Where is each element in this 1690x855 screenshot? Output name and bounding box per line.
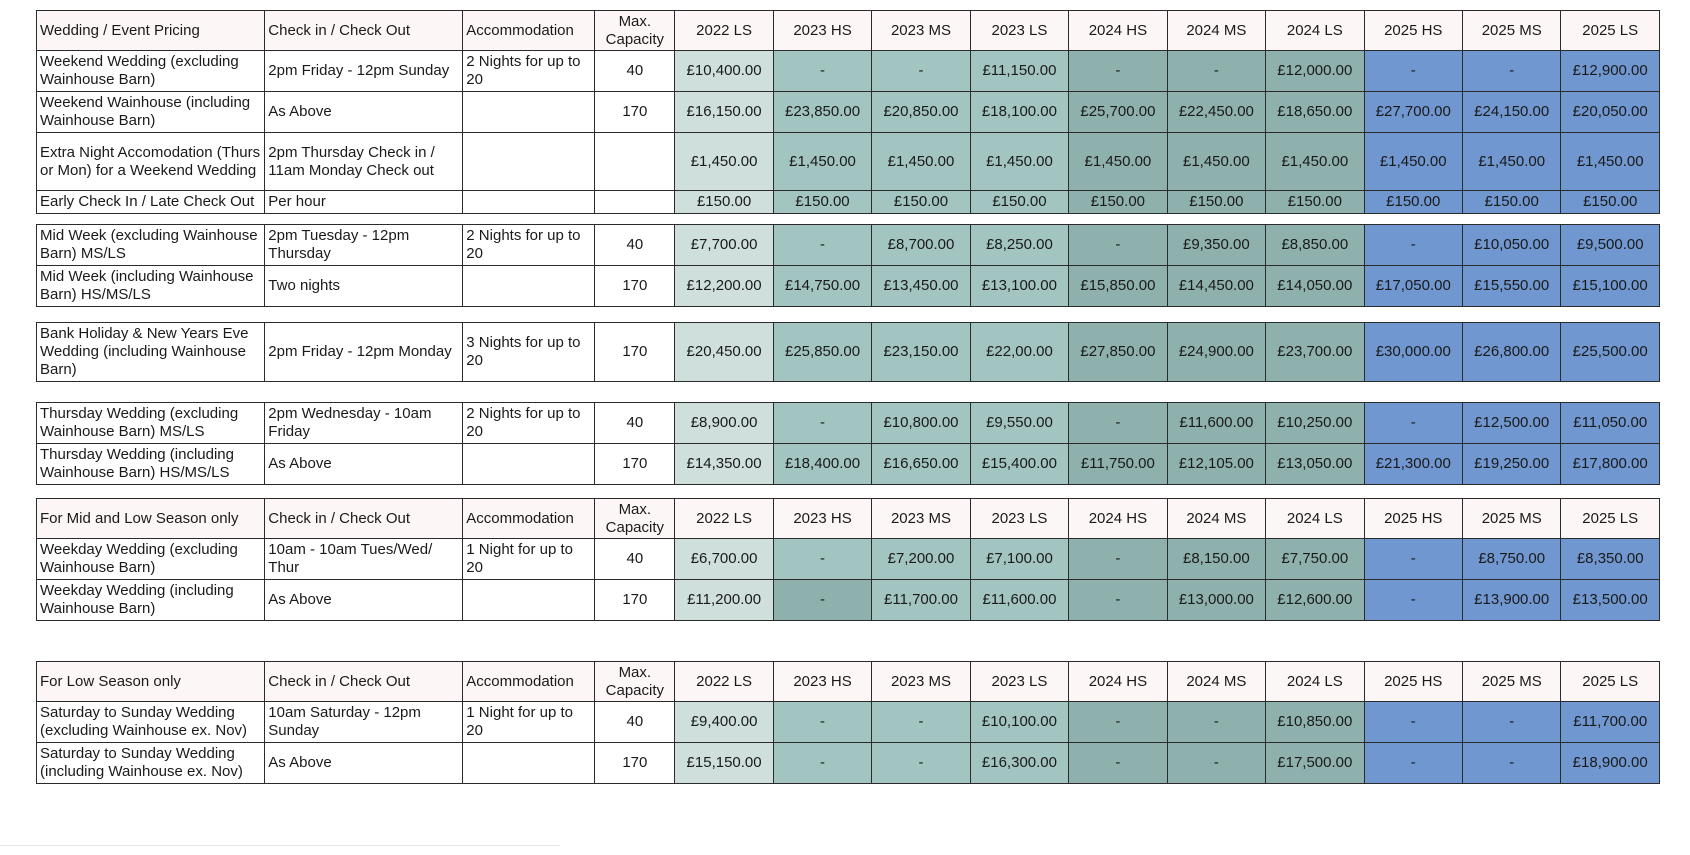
capacity-header: Max. Capacity [595, 499, 675, 539]
price-cell: £26,800.00 [1462, 323, 1560, 382]
price-cell: £10,250.00 [1266, 403, 1364, 444]
price-cell: £17,500.00 [1266, 743, 1364, 784]
pricing-table-midlow [36, 498, 1660, 621]
price-cell: £10,050.00 [1462, 225, 1560, 266]
row-label: Mid Week (including Wainhouse Barn) HS/MS/LS [37, 266, 265, 307]
checkinout-cell: Two nights [265, 266, 463, 307]
checkinout-cell: As Above [265, 444, 463, 485]
checkinout-cell: Per hour [265, 191, 463, 214]
price-cell: £1,450.00 [675, 133, 773, 191]
price-cell: £18,100.00 [970, 92, 1068, 133]
price-cell: - [1364, 225, 1462, 266]
accommodation-cell [463, 191, 595, 214]
season-header: 2023 LS [970, 11, 1068, 51]
price-cell: £15,400.00 [970, 444, 1068, 485]
pricing-table-weekend [36, 10, 1660, 214]
price-cell: £9,500.00 [1561, 225, 1660, 266]
price-cell: - [773, 539, 871, 580]
price-cell: £20,050.00 [1561, 92, 1660, 133]
price-cell: £6,700.00 [675, 539, 773, 580]
season-header: 2025 LS [1561, 662, 1660, 702]
price-cell: £150.00 [1167, 191, 1265, 214]
price-cell: £13,900.00 [1462, 580, 1560, 621]
price-cell: - [773, 225, 871, 266]
header-row [37, 499, 1660, 539]
price-cell: £15,850.00 [1069, 266, 1167, 307]
price-cell: - [1069, 702, 1167, 743]
price-cell: £30,000.00 [1364, 323, 1462, 382]
price-cell: - [1364, 403, 1462, 444]
season-header: 2024 LS [1266, 11, 1364, 51]
row-label: Weekend Wainhouse (including Wainhouse Barn) [37, 92, 265, 133]
price-cell: £20,850.00 [872, 92, 970, 133]
accommodation-cell [463, 580, 595, 621]
price-cell: £150.00 [1561, 191, 1660, 214]
season-header: 2023 MS [872, 662, 970, 702]
table-row [37, 51, 1660, 92]
row-label: Thursday Wedding (excluding Wainhouse Barn) MS/LS [37, 403, 265, 444]
capacity-header: Max. Capacity [595, 662, 675, 702]
checkinout-header: Check in / Check Out [265, 11, 463, 51]
price-cell: £150.00 [1069, 191, 1167, 214]
pricing-table-thursday [36, 402, 1660, 485]
accommodation-header: Accommodation [463, 11, 595, 51]
price-cell: - [1069, 51, 1167, 92]
price-cell: £12,000.00 [1266, 51, 1364, 92]
checkinout-cell: 2pm Wednesday - 10am Friday [265, 403, 463, 444]
price-cell: £24,150.00 [1462, 92, 1560, 133]
accommodation-cell [463, 444, 595, 485]
price-cell: £16,300.00 [970, 743, 1068, 784]
price-cell: £7,200.00 [872, 539, 970, 580]
accommodation-header: Accommodation [463, 662, 595, 702]
price-cell: £15,150.00 [675, 743, 773, 784]
accommodation-cell [463, 133, 595, 191]
accommodation-cell: 2 Nights for up to 20 [463, 225, 595, 266]
price-cell: - [1167, 51, 1265, 92]
price-cell: £16,650.00 [872, 444, 970, 485]
pricing-table-midweek [36, 224, 1660, 307]
season-header: 2024 HS [1069, 499, 1167, 539]
season-header: 2023 LS [970, 499, 1068, 539]
price-cell: £25,500.00 [1561, 323, 1660, 382]
capacity-cell: 170 [595, 92, 675, 133]
price-cell: £8,900.00 [675, 403, 773, 444]
checkinout-cell: As Above [265, 92, 463, 133]
header-row [37, 662, 1660, 702]
season-header: 2024 LS [1266, 499, 1364, 539]
price-cell: £21,300.00 [1364, 444, 1462, 485]
season-header: 2024 LS [1266, 662, 1364, 702]
season-header: 2023 HS [773, 662, 871, 702]
season-header: 2025 LS [1561, 499, 1660, 539]
price-cell: - [773, 51, 871, 92]
price-cell: £13,050.00 [1266, 444, 1364, 485]
price-cell: £11,750.00 [1069, 444, 1167, 485]
price-cell: £150.00 [675, 191, 773, 214]
accommodation-cell: 1 Night for up to 20 [463, 702, 595, 743]
price-cell: £20,450.00 [675, 323, 773, 382]
price-cell: - [1167, 743, 1265, 784]
row-label: Mid Week (excluding Wainhouse Barn) MS/LS [37, 225, 265, 266]
season-header: 2025 MS [1462, 11, 1560, 51]
row-label: Weekend Wedding (excluding Wainhouse Barn) [37, 51, 265, 92]
table-row [37, 580, 1660, 621]
price-cell: £12,600.00 [1266, 580, 1364, 621]
accommodation-header: Accommodation [463, 499, 595, 539]
price-cell: £22,00.00 [970, 323, 1068, 382]
price-cell: £18,900.00 [1561, 743, 1660, 784]
price-cell: - [773, 702, 871, 743]
capacity-cell: 170 [595, 323, 675, 382]
accommodation-cell: 2 Nights for up to 20 [463, 51, 595, 92]
price-cell: £1,450.00 [872, 133, 970, 191]
season-header: 2024 MS [1167, 499, 1265, 539]
price-cell: £1,450.00 [1364, 133, 1462, 191]
row-label: Thursday Wedding (including Wainhouse Barn) HS/MS/LS [37, 444, 265, 485]
season-header: 2024 MS [1167, 11, 1265, 51]
price-cell: £15,550.00 [1462, 266, 1560, 307]
table-row [37, 92, 1660, 133]
price-cell: £1,450.00 [1462, 133, 1560, 191]
season-header: 2025 HS [1364, 11, 1462, 51]
price-cell: - [1167, 702, 1265, 743]
price-cell: £17,800.00 [1561, 444, 1660, 485]
pricing-table-bankholiday [36, 322, 1660, 382]
checkinout-cell: 10am - 10am Tues/Wed/ Thur [265, 539, 463, 580]
price-cell: - [1364, 743, 1462, 784]
price-cell: £14,450.00 [1167, 266, 1265, 307]
checkinout-cell: 10am Saturday - 12pm Sunday [265, 702, 463, 743]
capacity-header: Max. Capacity [595, 11, 675, 51]
price-cell: - [872, 702, 970, 743]
price-cell: £16,150.00 [675, 92, 773, 133]
price-cell: £14,050.00 [1266, 266, 1364, 307]
price-cell: £1,450.00 [1069, 133, 1167, 191]
price-cell: £9,350.00 [1167, 225, 1265, 266]
table-row [37, 323, 1660, 382]
checkinout-cell: As Above [265, 580, 463, 621]
price-cell: - [1364, 51, 1462, 92]
capacity-cell: 40 [595, 702, 675, 743]
capacity-cell: 170 [595, 580, 675, 621]
table-row [37, 743, 1660, 784]
capacity-cell: 40 [595, 51, 675, 92]
price-cell: £14,750.00 [773, 266, 871, 307]
pricing-table-low [36, 661, 1660, 784]
checkinout-cell: 2pm Friday - 12pm Monday [265, 323, 463, 382]
price-cell: £10,800.00 [872, 403, 970, 444]
price-cell: £27,700.00 [1364, 92, 1462, 133]
price-cell: - [1069, 403, 1167, 444]
price-cell: £11,600.00 [1167, 403, 1265, 444]
price-cell: £14,350.00 [675, 444, 773, 485]
season-header: 2024 HS [1069, 662, 1167, 702]
price-cell: £150.00 [1364, 191, 1462, 214]
price-cell: £10,400.00 [675, 51, 773, 92]
capacity-cell: 40 [595, 225, 675, 266]
price-cell: £19,250.00 [1462, 444, 1560, 485]
row-label: Weekday Wedding (excluding Wainhouse Barn) [37, 539, 265, 580]
price-cell: £15,100.00 [1561, 266, 1660, 307]
price-cell: - [773, 403, 871, 444]
price-cell: £8,700.00 [872, 225, 970, 266]
price-cell: - [1462, 702, 1560, 743]
price-cell: £8,250.00 [970, 225, 1068, 266]
row-label: Saturday to Sunday Wedding (excluding Wainhouse ex. Nov) [37, 702, 265, 743]
row-label: Bank Holiday & New Years Eve Wedding (including Wainhouse Barn) [37, 323, 265, 382]
row-label: Weekday Wedding (including Wainhouse Barn) [37, 580, 265, 621]
price-cell: £9,550.00 [970, 403, 1068, 444]
price-cell: - [1069, 539, 1167, 580]
price-cell: - [1462, 51, 1560, 92]
price-cell: £13,000.00 [1167, 580, 1265, 621]
page-edge [0, 845, 560, 849]
price-cell: £11,200.00 [675, 580, 773, 621]
price-cell: £8,850.00 [1266, 225, 1364, 266]
price-cell: £25,850.00 [773, 323, 871, 382]
price-cell: £7,100.00 [970, 539, 1068, 580]
price-cell: £23,150.00 [872, 323, 970, 382]
price-cell: - [872, 743, 970, 784]
accommodation-cell [463, 92, 595, 133]
price-cell: £9,400.00 [675, 702, 773, 743]
season-header: 2023 HS [773, 11, 871, 51]
price-cell: £10,100.00 [970, 702, 1068, 743]
season-header: 2024 HS [1069, 11, 1167, 51]
price-cell: £7,700.00 [675, 225, 773, 266]
price-cell: £18,400.00 [773, 444, 871, 485]
price-cell: £11,700.00 [1561, 702, 1660, 743]
accommodation-cell: 3 Nights for up to 20 [463, 323, 595, 382]
price-cell: £1,450.00 [970, 133, 1068, 191]
price-cell: - [1069, 580, 1167, 621]
price-cell: £8,150.00 [1167, 539, 1265, 580]
price-cell: £27,850.00 [1069, 323, 1167, 382]
price-cell: £7,750.00 [1266, 539, 1364, 580]
price-cell: £10,850.00 [1266, 702, 1364, 743]
header-row [37, 11, 1660, 51]
table-row [37, 702, 1660, 743]
checkinout-cell: 2pm Friday - 12pm Sunday [265, 51, 463, 92]
price-cell: £11,600.00 [970, 580, 1068, 621]
table-row [37, 444, 1660, 485]
season-header: 2022 LS [675, 662, 773, 702]
accommodation-cell [463, 743, 595, 784]
price-cell: - [1364, 702, 1462, 743]
section-title: Wedding / Event Pricing [37, 11, 265, 51]
price-cell: - [1069, 225, 1167, 266]
checkinout-header: Check in / Check Out [265, 662, 463, 702]
checkinout-header: Check in / Check Out [265, 499, 463, 539]
table-row [37, 225, 1660, 266]
capacity-cell: 40 [595, 539, 675, 580]
price-cell: - [1364, 580, 1462, 621]
table-row [37, 133, 1660, 191]
price-cell: £18,650.00 [1266, 92, 1364, 133]
season-header: 2025 HS [1364, 662, 1462, 702]
price-cell: £150.00 [773, 191, 871, 214]
season-header: 2025 HS [1364, 499, 1462, 539]
capacity-cell [595, 191, 675, 214]
capacity-cell: 170 [595, 444, 675, 485]
price-cell: £22,450.00 [1167, 92, 1265, 133]
season-header: 2025 MS [1462, 499, 1560, 539]
price-cell: - [872, 51, 970, 92]
checkinout-cell: As Above [265, 743, 463, 784]
price-cell: £13,100.00 [970, 266, 1068, 307]
price-cell: £11,700.00 [872, 580, 970, 621]
row-label: Early Check In / Late Check Out [37, 191, 265, 214]
price-cell: £8,750.00 [1462, 539, 1560, 580]
checkinout-cell: 2pm Tuesday - 12pm Thursday [265, 225, 463, 266]
row-label: Saturday to Sunday Wedding (including Wainhouse ex. Nov) [37, 743, 265, 784]
price-cell: - [1462, 743, 1560, 784]
price-cell: £25,700.00 [1069, 92, 1167, 133]
accommodation-cell: 1 Night for up to 20 [463, 539, 595, 580]
capacity-cell: 40 [595, 403, 675, 444]
capacity-cell: 170 [595, 266, 675, 307]
season-header: 2023 MS [872, 499, 970, 539]
price-cell: - [773, 743, 871, 784]
price-cell: £150.00 [970, 191, 1068, 214]
price-cell: £11,150.00 [970, 51, 1068, 92]
price-cell: £1,450.00 [1266, 133, 1364, 191]
section-title: For Low Season only [37, 662, 265, 702]
section-title: For Mid and Low Season only [37, 499, 265, 539]
price-cell: £11,050.00 [1561, 403, 1660, 444]
season-header: 2022 LS [675, 11, 773, 51]
price-cell: £13,450.00 [872, 266, 970, 307]
price-cell: £150.00 [872, 191, 970, 214]
table-row [37, 539, 1660, 580]
accommodation-cell: 2 Nights for up to 20 [463, 403, 595, 444]
price-cell: £12,900.00 [1561, 51, 1660, 92]
price-cell: £1,450.00 [1561, 133, 1660, 191]
table-row [37, 191, 1660, 214]
price-cell: £1,450.00 [1167, 133, 1265, 191]
price-cell: £150.00 [1462, 191, 1560, 214]
season-header: 2023 MS [872, 11, 970, 51]
price-cell: £23,850.00 [773, 92, 871, 133]
price-cell: £12,200.00 [675, 266, 773, 307]
row-label: Extra Night Accomodation (Thurs or Mon) for a Weekend Wedding [37, 133, 265, 191]
price-cell: £12,500.00 [1462, 403, 1560, 444]
checkinout-cell: 2pm Thursday Check in / 11am Monday Check out [265, 133, 463, 191]
capacity-cell: 170 [595, 743, 675, 784]
price-cell: £23,700.00 [1266, 323, 1364, 382]
season-header: 2025 MS [1462, 662, 1560, 702]
table-row [37, 266, 1660, 307]
price-cell: £12,105.00 [1167, 444, 1265, 485]
price-cell: £17,050.00 [1364, 266, 1462, 307]
price-cell: - [773, 580, 871, 621]
price-cell: - [1364, 539, 1462, 580]
season-header: 2022 LS [675, 499, 773, 539]
season-header: 2025 LS [1561, 11, 1660, 51]
table-row [37, 403, 1660, 444]
season-header: 2024 MS [1167, 662, 1265, 702]
price-cell: £8,350.00 [1561, 539, 1660, 580]
price-cell: - [1069, 743, 1167, 784]
price-cell: £24,900.00 [1167, 323, 1265, 382]
season-header: 2023 LS [970, 662, 1068, 702]
season-header: 2023 HS [773, 499, 871, 539]
accommodation-cell [463, 266, 595, 307]
price-cell: £150.00 [1266, 191, 1364, 214]
price-cell: £1,450.00 [773, 133, 871, 191]
price-cell: £13,500.00 [1561, 580, 1660, 621]
capacity-cell [595, 133, 675, 191]
